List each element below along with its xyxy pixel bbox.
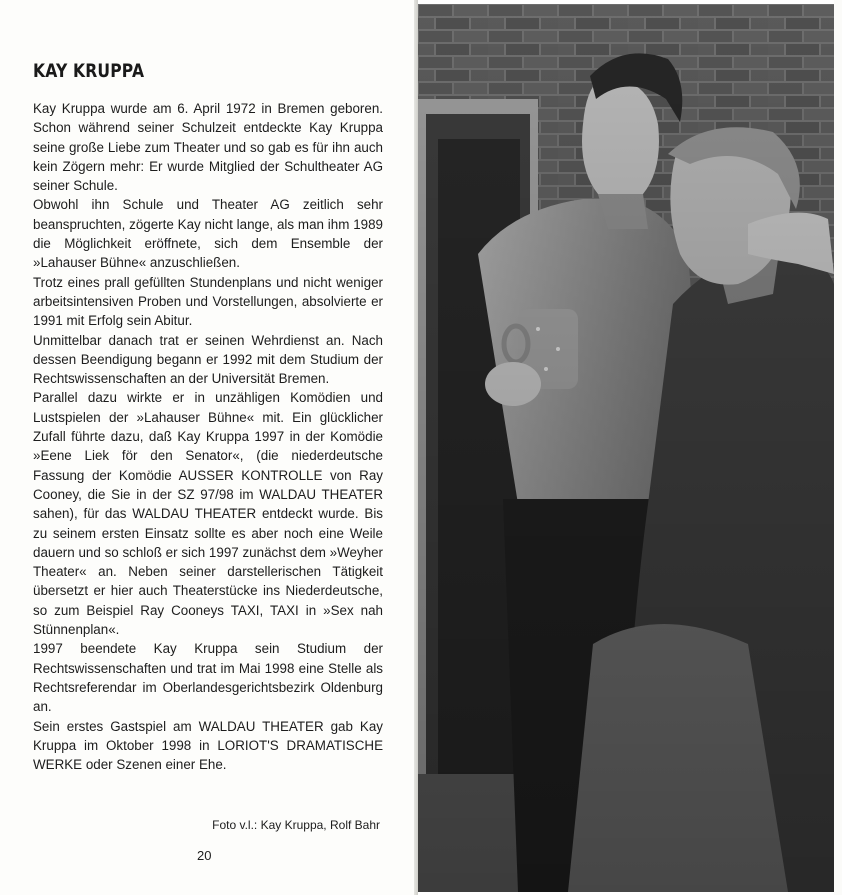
photo-credit: Foto v.l.: Kay Kruppa, Rolf Bahr xyxy=(212,818,380,832)
bio-paragraph: Trotz eines prall gefüllten Stundenplans und nicht weniger arbeitsintensiven Proben und Vorstellungen, absolvierte er 1991 mit Erfolg sein Abitur. xyxy=(33,274,383,329)
page-heading: KAY KRUPPA xyxy=(33,60,145,82)
actors-photo-graphic xyxy=(418,4,834,892)
bio-paragraph: Kay Kruppa wurde am 6. April 1972 in Bremen geboren. Schon während seiner Schulzeit entdeckte Kay Kruppa seine große Liebe zum Theater und so gab es für ihn auch kein Zögern mehr: Er wurde Mitglied der Schultheater AG seiner Schule. xyxy=(33,101,383,194)
bio-paragraph: 1997 beendete Kay Kruppa sein Studium der Rechtswissenschaften und trat im Mai 1998 eine Stelle als Rechtsreferendar im Oberlandesgerichtsbezirk Oldenburg an. xyxy=(33,641,383,715)
bio-paragraph: Obwohl ihn Schule und Theater AG zeitlich sehr beanspruchten, zögerte Kay nicht lange, als man ihm 1989 die Möglichkeit eröffnete, sich dem Ensemble der »Lahauser Bühne« anzuschließen. xyxy=(33,197,383,271)
bio-paragraph: Unmittelbar danach trat er seinen Wehrdienst an. Nach dessen Beendigung begann er 1992 mit dem Studium der Rechtswissenschaften an der Universität Bremen. xyxy=(33,332,383,387)
biography-text xyxy=(33,99,383,774)
left-page xyxy=(0,0,414,895)
actors-photo xyxy=(418,4,834,892)
page-number: 20 xyxy=(197,848,212,863)
bio-paragraph: Sein erstes Gastspiel am WALDAU THEATER gab Kay Kruppa im Oktober 1998 in LORIOT'S DRAMATISCHE WERKE oder Szenen einer Ehe. xyxy=(33,718,383,773)
right-page xyxy=(418,0,834,895)
bio-paragraph: Parallel dazu wirkte er in unzähligen Komödien und Lustspielen der »Lahauser Bühne« mit. Ein glücklicher Zufall führte dazu, daß Kay Kruppa 1997 in der Komödie »Eene Liek för den Senator«, (die niederdeutsche Fassung der Komödie AUSSER KONTROLLE von Ray Cooney, die Sie in der SZ 97/98 im WALDAU THEATER sahen), für das WALDAU THEATER entdeckt wurde. Bis zu seinem ersten Einsatz sollte es aber noch eine Weile dauern und so schloß er sich 1997 zunächst dem »Weyher Theater« an. Neben seiner darstellerischen Tätigkeit übersetzt er hier auch Theaterstücke ins Niederdeutsche, so zum Beispiel Ray Cooneys TAXI, TAXI in »Sex nah Stünnenplan«. xyxy=(33,390,383,638)
